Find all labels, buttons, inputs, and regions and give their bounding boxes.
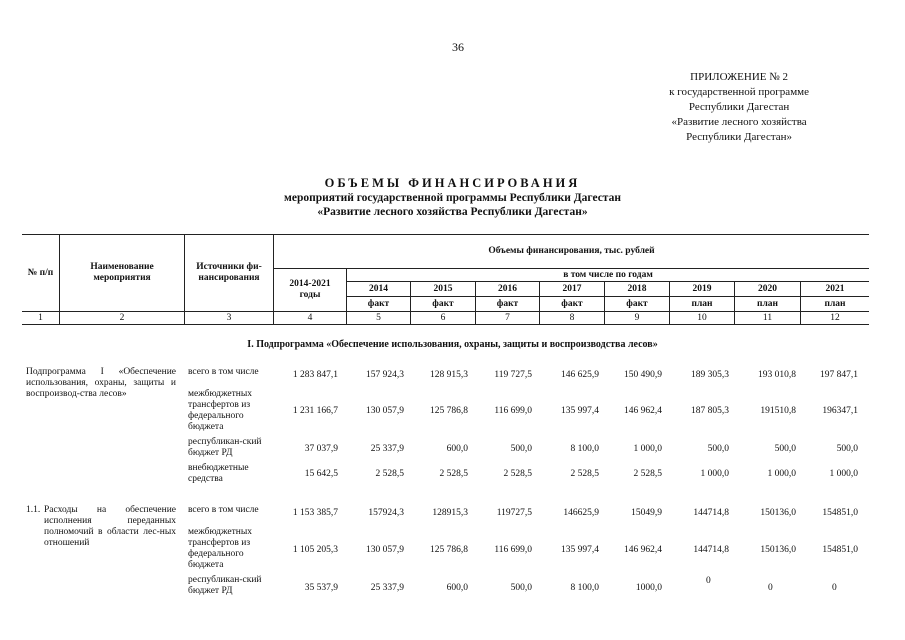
column-number: 2: [59, 311, 185, 325]
value-cell: 191510,8: [760, 406, 796, 416]
column-number: 3: [184, 311, 274, 325]
value-cell: 1 000,0: [700, 469, 729, 479]
value-cell: 193 010,8: [758, 370, 796, 380]
section-title: I. Подпрограмма «Обеспечение использования, охраны, защиты и воспроизводства лесов»: [247, 339, 658, 350]
value-cell: 1 000,0: [633, 444, 662, 454]
header-year: 2020: [734, 281, 801, 297]
value-cell: 600,0: [446, 444, 468, 454]
value-cell: 125 786,8: [430, 545, 468, 555]
value-cell: 8 100,0: [570, 583, 599, 593]
value-cell: 500,0: [707, 444, 729, 454]
appendix-line: Республики Дагестан: [688, 101, 790, 113]
value-cell: 8 100,0: [570, 444, 599, 454]
value-cell: 0: [768, 583, 773, 593]
source-total: всего в том числе: [188, 367, 259, 377]
value-cell: 1 000,0: [829, 469, 858, 479]
value-cell: 116 699,0: [494, 406, 532, 416]
value-cell: 135 997,4: [561, 406, 599, 416]
value-cell: 25 337,9: [370, 444, 404, 454]
page-number: 36: [452, 40, 464, 54]
value-cell: 157 924,3: [366, 370, 404, 380]
value-cell: 189 305,3: [691, 370, 729, 380]
value-cell: 0: [706, 576, 711, 586]
column-number: 7: [475, 311, 540, 325]
source-federal: межбюджетных трансфертов из федерального бюджета: [188, 527, 252, 570]
value-cell: 500,0: [774, 444, 796, 454]
value-cell: 0: [832, 583, 837, 593]
value-cell: 15 642,5: [304, 469, 338, 479]
column-number: 8: [539, 311, 605, 325]
value-cell: 146 625,9: [561, 370, 599, 380]
value-cell: 1 000,0: [767, 469, 796, 479]
value-cell: 116 699,0: [494, 545, 532, 555]
header-volume: Объемы финансирования, тыс. рублей: [273, 234, 869, 269]
value-cell: 150136,0: [760, 508, 796, 518]
value-cell: 2 528,5: [503, 469, 532, 479]
value-cell: 37 037,9: [304, 444, 338, 454]
value-cell: 144714,8: [693, 545, 729, 555]
value-cell: 1 283 847,1: [292, 370, 338, 380]
value-cell: 2 528,5: [570, 469, 599, 479]
value-cell: 500,0: [510, 444, 532, 454]
value-cell: 1 153 385,7: [292, 508, 338, 518]
column-number: 1: [22, 311, 60, 325]
source-republic: республикан-ский бюджет РД: [188, 575, 262, 596]
source-republic: республикан-ский бюджет РД: [188, 437, 262, 458]
value-cell: 128915,3: [432, 508, 468, 518]
source-federal: межбюджетных трансфертов из федерального бюджета: [188, 389, 252, 432]
appendix-line: «Развитие лесного хозяйства: [671, 116, 807, 128]
value-cell: 25 337,9: [370, 583, 404, 593]
value-cell: 1 231 166,7: [292, 406, 338, 416]
value-cell: 600,0: [446, 583, 468, 593]
header-year-type: план: [800, 296, 869, 312]
source-total: всего в том числе: [188, 505, 259, 515]
column-number: 12: [800, 311, 869, 325]
value-cell: 154851,0: [822, 508, 858, 518]
header-by-years: в том числе по годам: [346, 268, 869, 282]
value-cell: 157924,3: [368, 508, 404, 518]
appendix-line: Республики Дагестан»: [686, 131, 793, 143]
value-cell: 1 105 205,3: [292, 545, 338, 555]
header-year: 2019: [669, 281, 735, 297]
value-cell: 187 805,3: [691, 406, 729, 416]
header-year: 2014: [346, 281, 411, 297]
value-cell: 2 528,5: [375, 469, 404, 479]
value-cell: 135 997,4: [561, 545, 599, 555]
column-number: 4: [273, 311, 347, 325]
appendix-line: к государственной программе: [669, 86, 809, 98]
value-cell: 146 962,4: [624, 545, 662, 555]
header-year: 2018: [604, 281, 670, 297]
header-year-type: факт: [475, 296, 540, 312]
header-year-type: план: [669, 296, 735, 312]
header-year: 2017: [539, 281, 605, 297]
value-cell: 2 528,5: [633, 469, 662, 479]
header-number: № п/п: [22, 234, 60, 312]
value-cell: 2 528,5: [439, 469, 468, 479]
value-cell: 15049,9: [631, 508, 662, 518]
value-cell: 150136,0: [760, 545, 796, 555]
value-cell: 500,0: [510, 583, 532, 593]
value-cell: 197 847,1: [820, 370, 858, 380]
header-year-type: факт: [346, 296, 411, 312]
column-number: 11: [734, 311, 801, 325]
header-year: 2015: [410, 281, 476, 297]
value-cell: 119727,5: [496, 508, 532, 518]
value-cell: 146625,9: [563, 508, 599, 518]
column-number: 5: [346, 311, 411, 325]
header-name: Наименование мероприятия: [59, 234, 185, 312]
header-year-type: факт: [410, 296, 476, 312]
item-name: Расходы на обеспечение исполнения переданных полномочий в области лес-ных отношений: [44, 505, 176, 548]
header-year-type: факт: [604, 296, 670, 312]
header-total: 2014-2021 годы: [273, 268, 347, 312]
document-subtitle-program: «Развитие лесного хозяйства Республики Дагестан»: [317, 206, 588, 218]
header-year: 2021: [800, 281, 869, 297]
source-extrabudget: внебюджетные средства: [188, 463, 249, 484]
value-cell: 35 537,9: [304, 583, 338, 593]
column-number: 6: [410, 311, 476, 325]
document-subtitle: мероприятий государственной программы Республики Дагестан: [284, 192, 621, 204]
header-year: 2016: [475, 281, 540, 297]
header-year-type: факт: [539, 296, 605, 312]
value-cell: 125 786,8: [430, 406, 468, 416]
appendix-line: ПРИЛОЖЕНИЕ № 2: [690, 71, 788, 83]
value-cell: 1000,0: [635, 583, 662, 593]
value-cell: 130 057,9: [366, 545, 404, 555]
value-cell: 130 057,9: [366, 406, 404, 416]
value-cell: 144714,8: [693, 508, 729, 518]
value-cell: 119 727,5: [494, 370, 532, 380]
appendix-caption: [669, 70, 809, 145]
value-cell: 150 490,9: [624, 370, 662, 380]
value-cell: 146 962,4: [624, 406, 662, 416]
value-cell: 128 915,3: [430, 370, 468, 380]
value-cell: 500,0: [836, 444, 858, 454]
column-number: 10: [669, 311, 735, 325]
document-title: ОБЪЕМЫ ФИНАНСИРОВАНИЯ: [324, 176, 581, 190]
item-number: 1.1.: [26, 505, 41, 515]
header-year-type: план: [734, 296, 801, 312]
subprogram-name: Подпрограмма I «Обеспечение использования, охраны, защиты и воспроизвод-ства лесов»: [26, 367, 176, 399]
value-cell: 154851,0: [822, 545, 858, 555]
value-cell: 196347,1: [822, 406, 858, 416]
header-source: Источники фи-нансирования: [184, 234, 274, 312]
column-number: 9: [604, 311, 670, 325]
